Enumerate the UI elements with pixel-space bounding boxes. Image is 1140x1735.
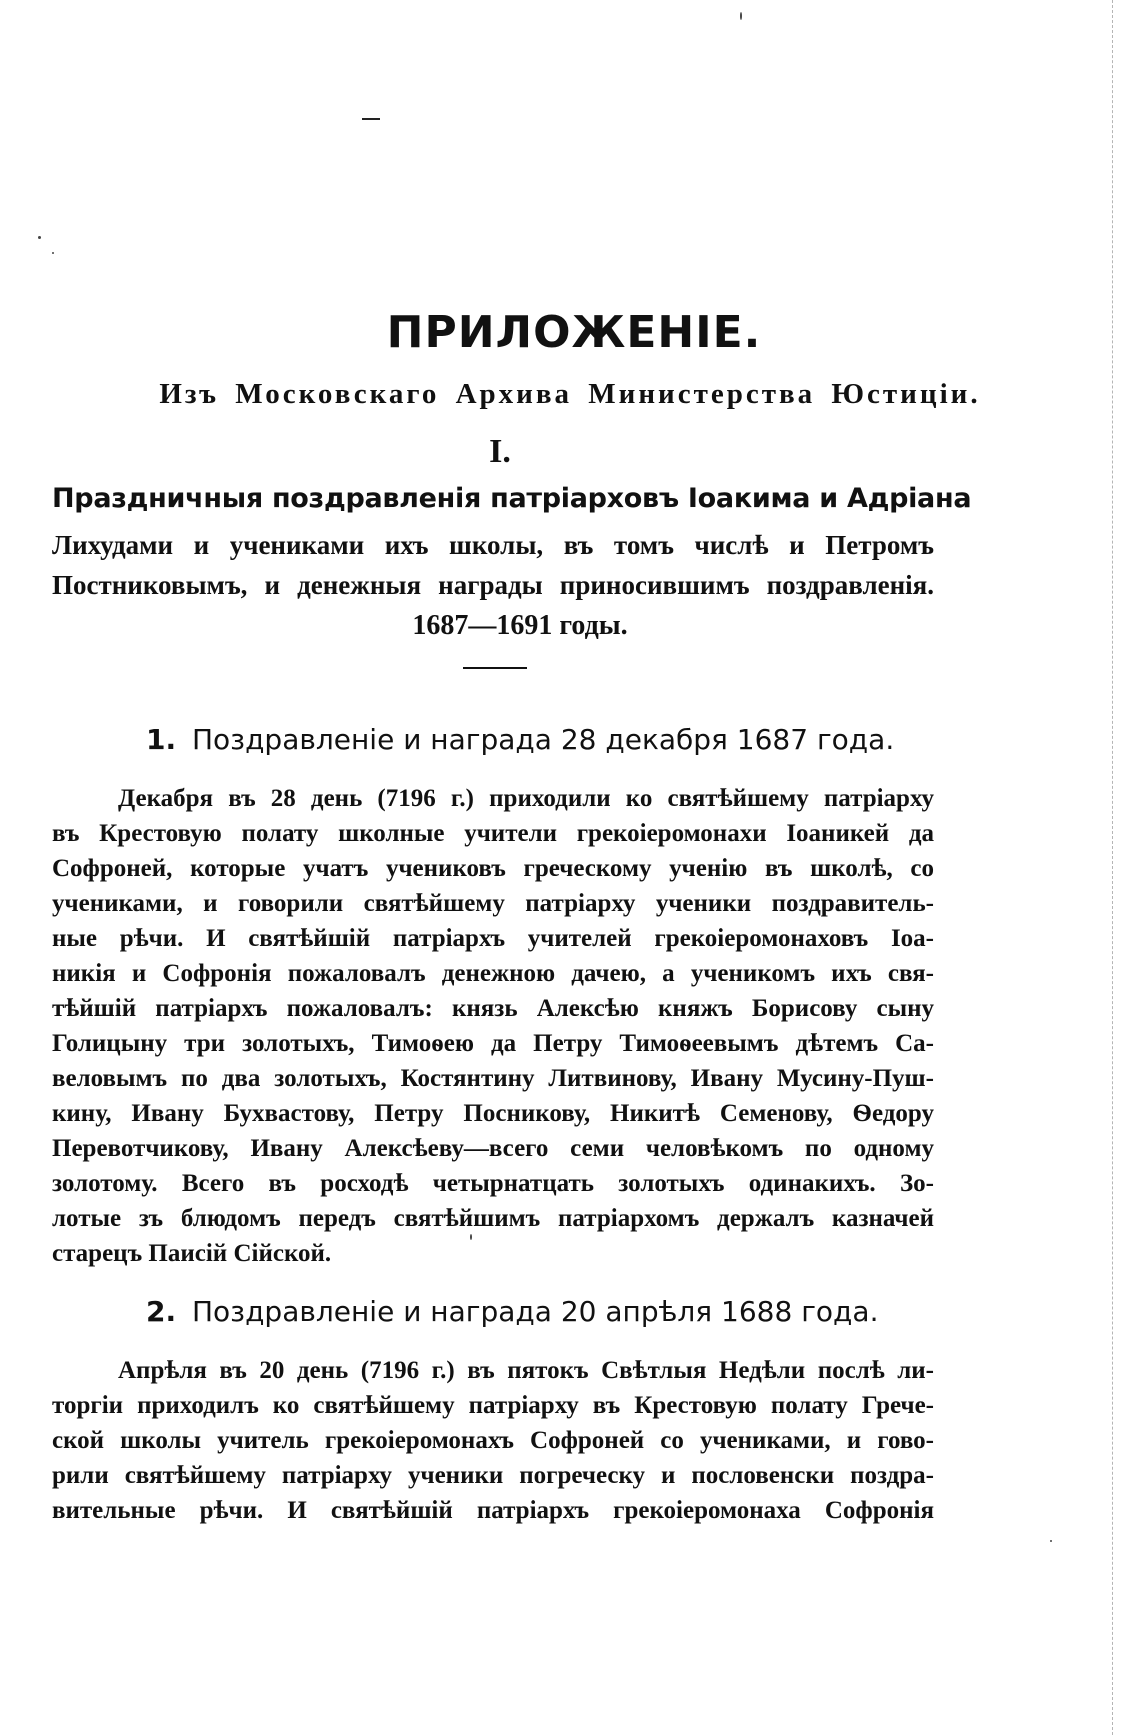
scan-speck [740, 12, 742, 20]
section-title: Поздравленіе и награда 28 декабря 1687 года. [192, 723, 895, 756]
text-line: учениками, и говорили святѣйшему патріарху ученики поздравитель- [52, 890, 934, 917]
text-line: ской школы учитель грекоіеромонахъ Софроней со учениками, и гово- [52, 1427, 934, 1454]
page-mark [362, 118, 380, 120]
text-line: кину, Ивану Бухвастову, Петру Посникову, Никитѣ Семенову, Ѳедору [52, 1100, 934, 1127]
text-line: рили святѣйшему патріарху ученики погреческу и пословенски поздра- [52, 1462, 934, 1489]
section-heading [146, 723, 894, 756]
text-line: ные рѣчи. И святѣйшій патріархъ учителей грекоіеромонаховъ Іоа- [52, 925, 934, 952]
section-divider [463, 667, 527, 669]
binding-edge [1112, 0, 1114, 1735]
archive-source-line: Изъ Московскаго Архива Министерства Юстиціи. [159, 378, 981, 410]
text-line: Перевотчикову, Ивану Алексѣеву—всего семи человѣкомъ по одному [52, 1135, 934, 1162]
part-numeral [0, 433, 1140, 471]
section-number: 2. [146, 1295, 177, 1328]
text-line: Апрѣля въ 20 день (7196 г.) въ пятокъ Свѣтлыя Недѣли послѣ ли- [118, 1357, 934, 1384]
collection-years [0, 610, 1140, 642]
section-title: Поздравленіе и награда 20 апрѣля 1688 года. [192, 1295, 879, 1328]
scan-speck [52, 252, 54, 254]
collection-heading-line: Праздничныя поздравленія патріарховъ Іоакима и Адріана [52, 483, 972, 514]
text-line: никія и Софронія пожаловалъ денежною дачею, а ученикомъ ихъ свя- [52, 960, 934, 987]
section-number: 1. [146, 723, 177, 756]
text-line: въ Крестовую полату школные учители грекоіеромонахи Іоаникей да [52, 820, 934, 847]
text-line: Голицыну три золотыхъ, Тимоѳею да Петру Тимоѳеевымъ дѣтемъ Са- [52, 1030, 934, 1057]
text-line: Софроней, которые учатъ учениковъ греческому ученію въ школѣ, со [52, 855, 934, 882]
text-line: веловымъ по два золотыхъ, Костянтину Литвинову, Ивану Мусину-Пуш- [52, 1065, 934, 1092]
section-heading [146, 1295, 878, 1328]
text-line: вительные рѣчи. И святѣйшій патріархъ грекоіеромонаха Софронія [52, 1497, 934, 1524]
collection-years-text: 1687—1691 годы. [412, 610, 628, 641]
text-line: Декабря въ 28 день (7196 г.) приходили ко святѣйшему патріарху [118, 785, 934, 812]
text-line: золотому. Всего въ росходѣ четырнатцать золотыхъ одинакихъ. Зо- [52, 1170, 934, 1197]
text-line: старецъ Паисій Сійской. [52, 1240, 332, 1267]
collection-heading-line: Постниковымъ, и денежныя награды приносившимъ поздравленія. [52, 570, 934, 600]
text-line: торгіи приходилъ ко святѣйшему патріарху въ Крестовую полату Грече- [52, 1392, 934, 1419]
page-title [0, 307, 1140, 358]
text-line: тѣйшій патріархъ пожаловалъ: князь Алексѣю княжъ Борисову сыну [52, 995, 934, 1022]
collection-heading-line: Лихудами и учениками ихъ школы, въ томъ числѣ и Петромъ [52, 530, 934, 560]
scan-speck [38, 236, 41, 239]
text-line: лотые зъ блюдомъ передъ святѣйшимъ патріархомъ держалъ казначей [52, 1205, 934, 1232]
scan-speck [1050, 1540, 1052, 1542]
part-numeral-text: I. [489, 433, 511, 470]
page-title-text: ПРИЛОЖЕНІЕ. [386, 307, 762, 358]
